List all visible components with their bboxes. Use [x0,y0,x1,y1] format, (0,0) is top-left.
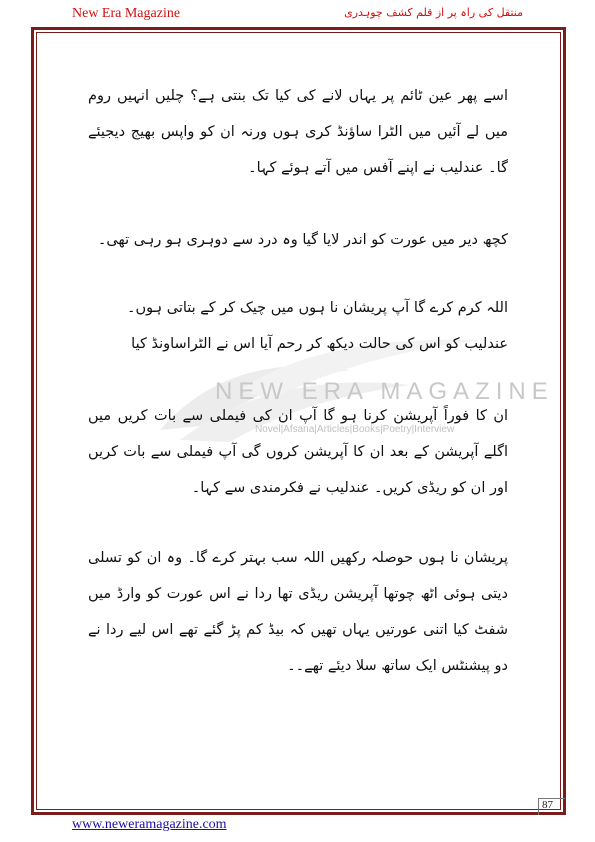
page-number: 87 [542,799,553,811]
paragraph-5: ان کا فوراً آپریشن کرنا ہو گا آپ ان کی فیملی سے بات کریں میں اگلے آپریشن کے بعد ان کا آپریشن کروں گی آپ فیملی سے بات کریں اور ان کو ریڈی کریں۔ عندلیب نے فکرمندی سے کہا۔ [88,408,508,496]
paragraph-1: اسے پھر عین ٹائم پر یہاں لانے کی کیا تک بنتی ہے؟ چلیں انہیں روم میں لے آئیں میں الٹرا ساؤنڈ کری ہوں ورنہ ان کو واپس بھیج دیجیئے گا۔ عندلیب نے اپنے آفس میں آتے ہوئے کہا۔ [88,88,508,176]
paragraph-6: پریشان نا ہوں حوصلہ رکھیں اللہ سب بہتر کرے گا۔ وہ ان کو تسلی دیتی ہوئی اٹھ چوتھا آپریشن ریڈی تھا ردا نے اس عورت کو وارڈ میں شفٹ کیا اتنی عورتیں یہاں تھیں کہ بیڈ کم پڑ گئے تھے اس لیے ردا نے دو پیشنٹس ایک ساتھ سلا دیئے تھے۔۔ [88,550,508,674]
paragraph-4: عندلیب کو اس کی حالت دیکھ کر رحم آیا اس نے الٹراساونڈ کیا [131,336,508,352]
magazine-name: New Era Magazine [72,6,181,21]
paragraph-3: اللہ کرم کرے گا آپ پریشان نا ہوں میں چیک کر کے بتاتی ہوں۔ [127,300,508,316]
watermark-title: NEW ERA MAGAZINE [215,378,554,405]
watermark-subtitle: Novel|Afsana|Articles|Books|Poetry|Interview [255,424,455,435]
story-credit: منتقل کی راہ پر از قلم کشف چوہدری [344,6,523,19]
paragraph-2: کچھ دیر میں عورت کو اندر لایا گیا وہ درد سے دوہری ہو رہی تھی۔ [97,232,508,248]
website-link[interactable]: www.neweramagazine.com [72,817,227,832]
